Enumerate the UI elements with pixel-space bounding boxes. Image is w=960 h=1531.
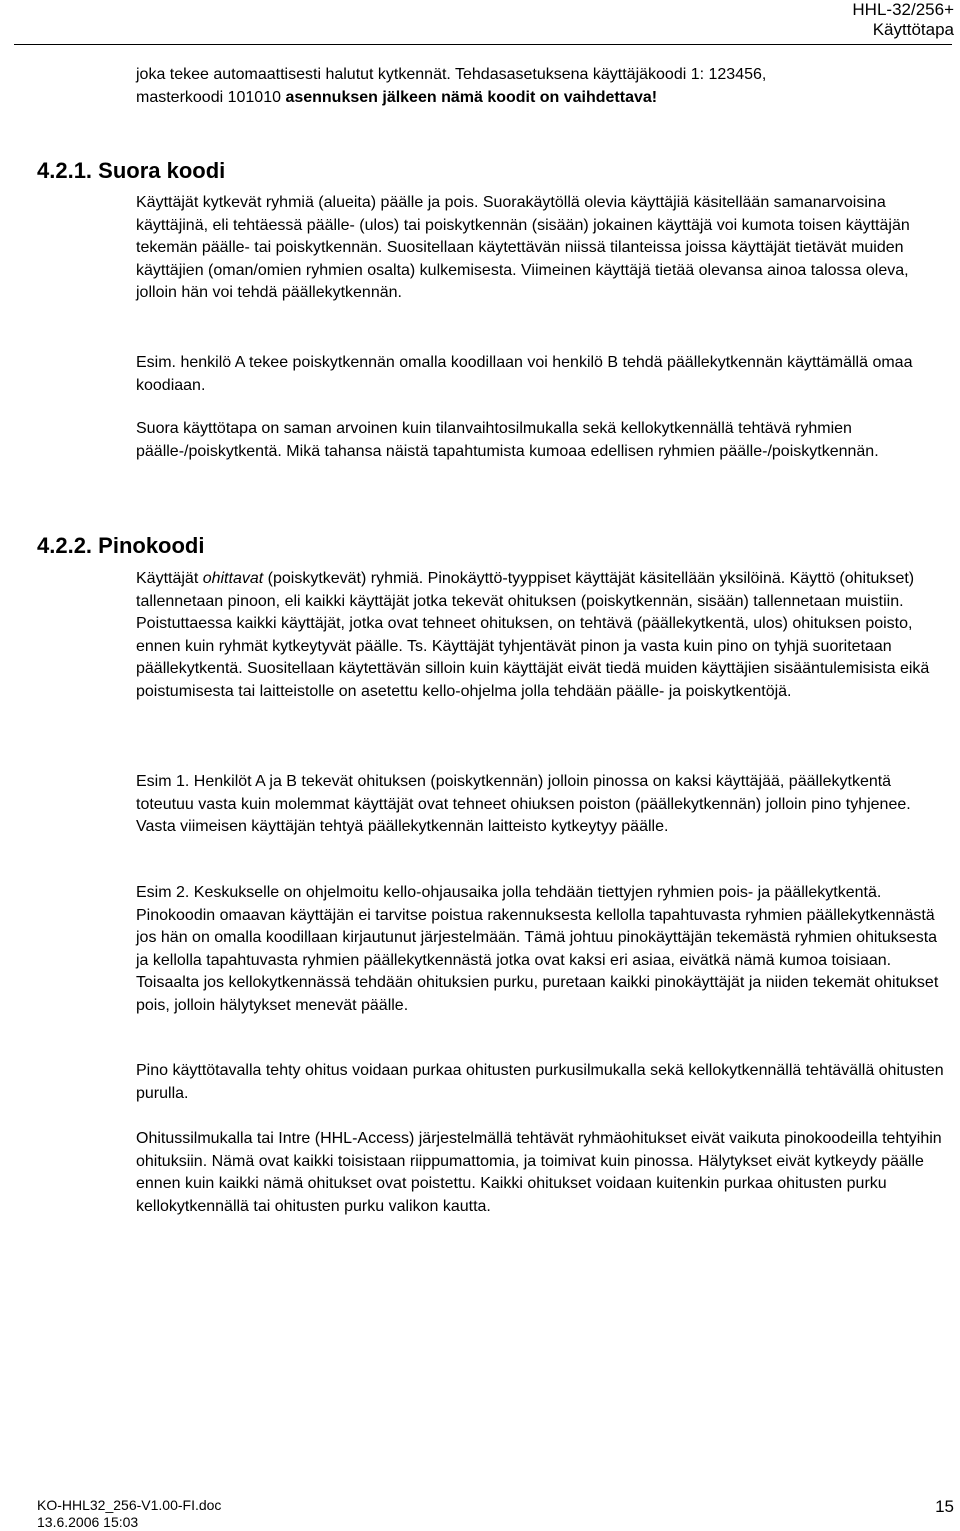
section-422-heading: 4.2.2. Pinokoodi [37, 533, 205, 558]
intro-warning: asennuksen jälkeen nämä koodit on vaihdettava! [285, 88, 658, 106]
section-421-para-3: Suora käyttötapa on saman arvoinen kuin tilanvaihtosilmukalla sekä kellokytkennällä tehtävä ryhmien päälle-/poiskytkentä. Mikä tahansa näistä tapahtumista kumoaa edellisen ryhmien päälle-/poiskytkennän. [136, 420, 879, 460]
section-422-para-1 [136, 568, 946, 704]
section-422-para-4: Pino käyttötavalla tehty ohitus voidaan purkaa ohitusten purkusilmukalla sekä kellokytkennällä tehtävällä ohitusten purulla. [136, 1062, 944, 1102]
footer-filename: KO-HHL32_256-V1.00-FI.doc [37, 1497, 222, 1513]
intro-line-1: joka tekee automaattisesti halutut kytkennät. Tehdasasetuksena käyttäjäkoodi 1: 123456, [136, 66, 767, 83]
intro-paragraph [136, 64, 946, 109]
header-doc-title: Käyttötapa [872, 20, 954, 39]
section-421-heading [37, 158, 225, 184]
page-header [852, 0, 954, 40]
section-422-para-3: Esim 2. Keskukselle on ohjelmoitu kello-ohjausaika jolla tehdään tiettyjen ryhmien pois- ja päällekytkentä. Pinokoodin omaavan käyttäjän ei tarvitse poistua rakennuksesta kellolla tapahtuvasta ryhmien päällekytkennästä jos hän on omalla koodillaan kirjautunut järjestelmään. Tämä johtuu pinokäyttäjän tekemästä ryhmien ohituksesta ja kellolla tapahtuvasta ryhmien päällekytkennästä jotka ovat kaksi eri asiaa, eivätkä nämä kumoa toisiaan. Toisaalta jos kellokytkennässä tehdään ohituksien purku, puretaan kaikki pinokäyttäjät ja niiden tekemät ohitukset pois, jolloin hälytykset menevät päälle. [136, 884, 939, 1014]
section-422-para-1-italic: ohittavat [202, 570, 264, 587]
footer-datetime: 13.6.2006 15:03 [37, 1514, 139, 1530]
header-doc-code: HHL-32/256+ [852, 0, 954, 19]
intro-line-2-text: masterkoodi 101010 [136, 88, 286, 106]
section-422-para-2: Esim 1. Henkilöt A ja B tekevät ohituksen (poiskytkennän) jolloin pinossa on kaksi käyttäjää, päällekytkentä toteutuu vasta kuin molemmat käyttäjät ovat tehneet ohiuksen poiston (päällekytkennän) jolloin pino tyhjenee. Vasta viimeisen käyttäjän tehtyä päällekytkennän laitteisto kytkeytyy päälle. [136, 773, 911, 836]
footer-page-number: 15 [935, 1497, 954, 1516]
intro-line-2 [136, 87, 946, 110]
section-421-heading-text: 4.2.1. Suora koodi [37, 158, 226, 183]
section-422-para-1-a: Käyttäjät [136, 570, 203, 587]
section-422-para-5: Ohitussilmukalla tai Intre (HHL-Access) järjestelmällä tehtävät ryhmäohitukset eivät vaikuta pinokoodeilla tehtyihin ohituksiin. Nämä ovat kaikki toisistaan riippumattomia, ja toimivat kuin pinossa. Hälytykset eivät kytkeydy päälle ennen kuin kaikki nämä ohitukset ovat poistettu. Kaikki ohitukset voidaan kuitenkin purkaa ohitusten purku kellokytkennällä tai ohitusten purku valikon kautta. [136, 1130, 942, 1215]
section-421-para-2: Esim. henkilö A tekee poiskytkennän omalla koodillaan voi henkilö B tehdä päällekytkennän käyttämällä omaa koodiaan. [136, 354, 913, 394]
header-rule [14, 44, 952, 45]
section-421-para-1: Käyttäjät kytkevät ryhmiä (alueita) päälle ja pois. Suorakäytöllä olevia käyttäjiä käsitellään samanarvoisina käyttäjinä, eli tehtäessä päälle- (ulos) tai poiskytkennän (sisään) jokainen käyttäjä voi kumota toisen käyttäjän tekemän päälle- tai poiskytkennän. Suositellaan käytettävän niissä tilanteissa joissa käyttäjät tietävät muiden käyttäjien (oman/omien ryhmien osalta) kulkemisesta. Viimeinen käyttäjä tietää olevansa ainoa talossa oleva, jolloin hän voi tehdä päällekytkennän. [136, 194, 910, 302]
section-422-para-1-b: (poiskytkevät) ryhmiä. Pinokäyttö-tyyppiset käyttäjät käsitellään yksilöinä. Käyttö (ohitukset) tallennetaan pinoon, eli kaikki käyttäjät jotka tekevät ohituksen (poiskytkennän, sisään) tallennetaan muistiin. Poistuttaessa kaikki käyttäjät, jotka ovat tehneet ohituksen, on tehtävä (päällekytkentä, ulos) ohituksen poisto, ennen kuin ryhmät kytkeytyvät päälle. Ts. Käyttäjät tyhjentävät pinon ja vasta kuin pino on tyhjä suoritetaan päällekytkentä. Suositellaan käytettävän silloin kuin käyttäjät eivät tiedä muiden käyttäjien sisääntulemisista eikä poistumisesta tai laitteistolle on asetettu kello-ohjelma jolla tehdään päälle- ja poiskytkentöjä. [136, 570, 930, 700]
